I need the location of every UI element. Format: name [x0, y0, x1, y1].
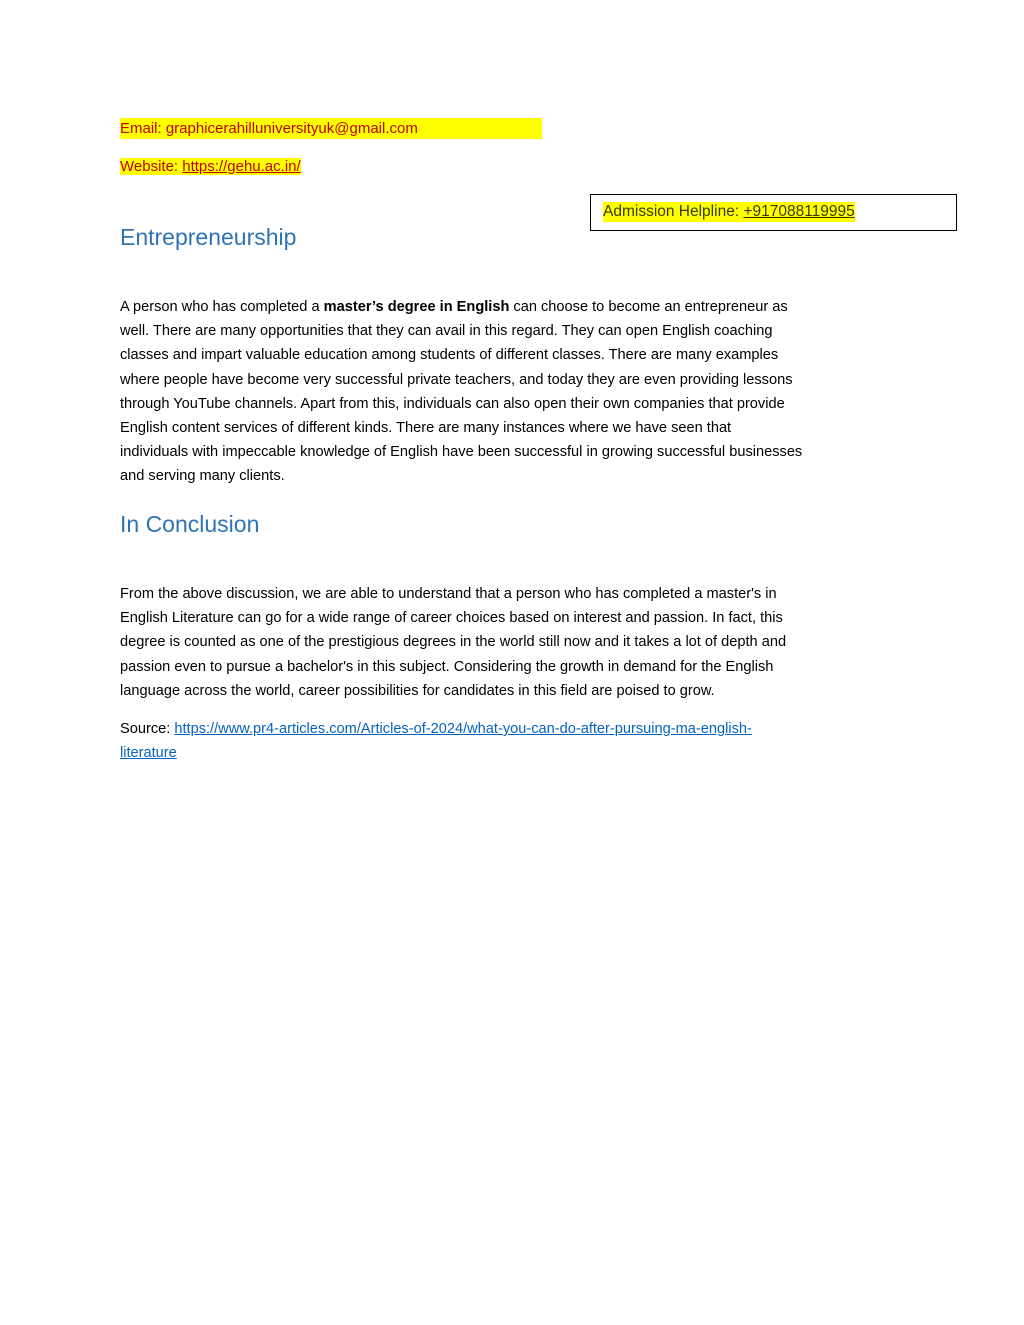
paragraph-line: well. There are many opportunities that they can avail in this regard. They can open English coaching: [120, 323, 773, 340]
paragraph-line: where people have become very successful private teachers, and today they are even providing lessons: [120, 371, 793, 388]
paragraph-line: English Literature can go for a wide range of career choices based on interest and passion. In fact, this: [120, 610, 783, 627]
paragraph-line: English content services of different kinds. There are many instances where we have seen that: [120, 420, 732, 437]
email-contact: Email: graphicerahilluniversityuk@gmail.com: [120, 118, 542, 139]
paragraph-line: and serving many clients.: [120, 468, 285, 485]
paragraph-line: From the above discussion, we are able to understand that a person who has completed a master's in: [120, 586, 777, 602]
admission-helpline: [603, 202, 855, 222]
heading-in-conclusion: In Conclusion: [120, 511, 260, 537]
source-citation: [120, 717, 752, 765]
entrepreneurship-paragraph: [120, 295, 802, 489]
bold-text: master’s degree in English: [323, 299, 510, 315]
helpline-label: Admission Helpline:: [603, 203, 744, 220]
admission-helpline-box: [590, 194, 957, 231]
paragraph-line: [120, 295, 802, 319]
website-link[interactable]: https://gehu.ac.in/: [182, 158, 301, 175]
website-label: Website:: [120, 158, 183, 175]
heading-entrepreneurship: Entrepreneurship: [120, 224, 297, 250]
helpline-phone-link[interactable]: +917088119995: [743, 203, 855, 220]
paragraph-line: passion even to pursue a bachelor's in this subject. Considering the growth in demand for the English: [120, 658, 774, 675]
source-link[interactable]: https://www.pr4-articles.com/Articles-of-2024/what-you-can-do-after-pursuing-ma-english-: [174, 721, 752, 737]
website-contact: [120, 156, 301, 177]
paragraph-line: individuals with impeccable knowledge of English have been successful in growing successful businesses: [120, 444, 803, 461]
paragraph-line: through YouTube channels. Apart from this, individuals can also open their own companies that provide: [120, 395, 785, 412]
source-label: Source:: [120, 721, 175, 737]
paragraph-line: classes and impart valuable education among students of different classes. There are many examples: [120, 347, 779, 364]
source-link-continued[interactable]: literature: [120, 745, 177, 762]
text: can choose to become an entrepreneur as: [509, 299, 788, 315]
conclusion-paragraph: [120, 582, 786, 703]
text: A person who has completed a: [120, 299, 324, 315]
paragraph-line: degree is counted as one of the prestigious degrees in the world still now and it takes a lot of depth and: [120, 634, 787, 651]
paragraph-line: language across the world, career possibilities for candidates in this field are poised to grow.: [120, 682, 715, 699]
